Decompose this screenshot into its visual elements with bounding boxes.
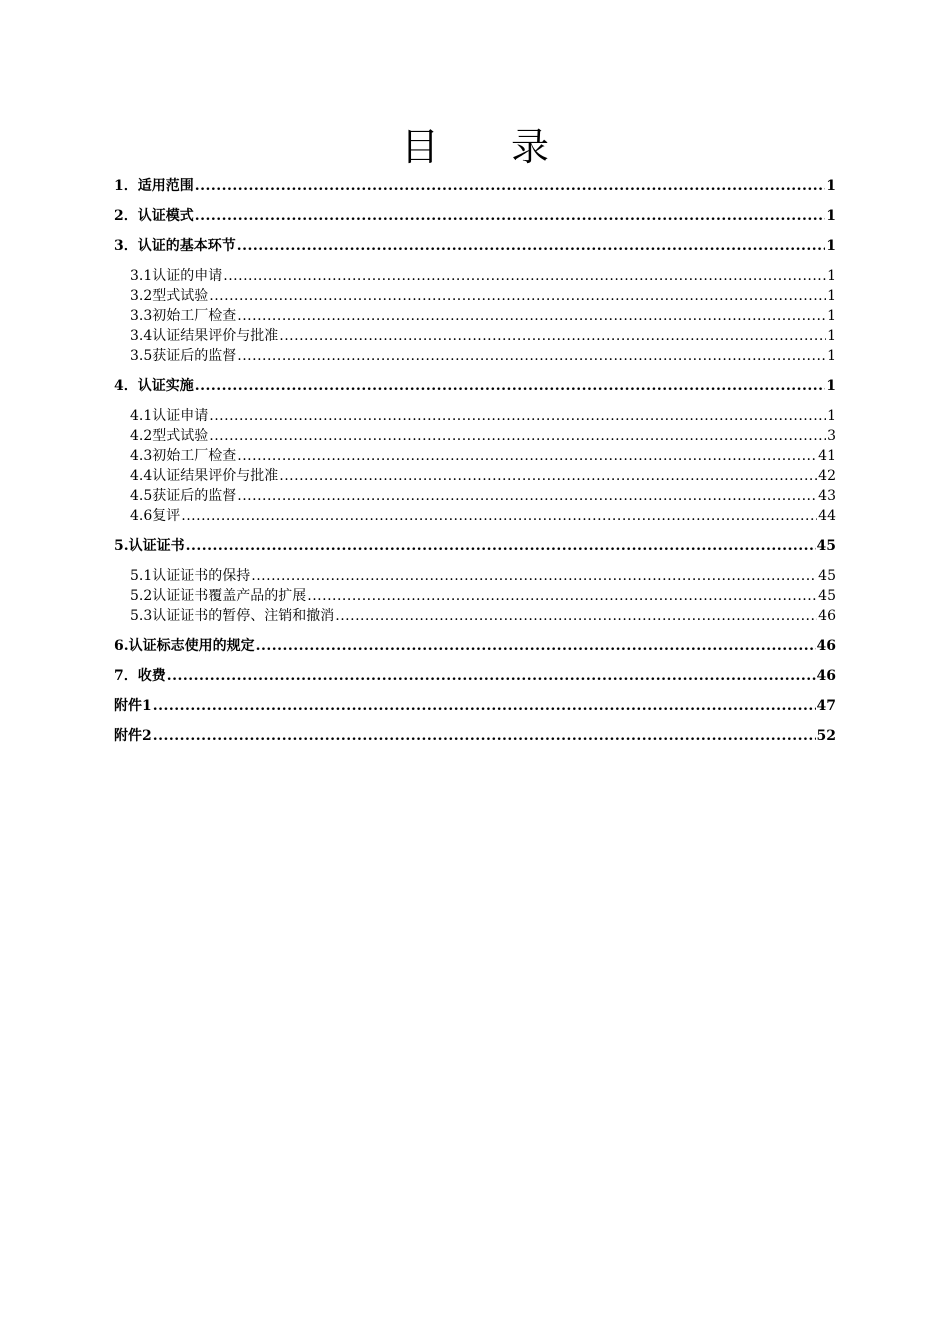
toc-subsection-entry[interactable] (114, 466, 836, 486)
toc-dot-leader (223, 266, 826, 286)
toc-section-entry[interactable] (114, 726, 836, 746)
toc-dot-leader (237, 236, 826, 256)
toc-subsection-entry[interactable] (114, 506, 836, 526)
toc-dot-leader (153, 726, 816, 746)
toc-page-number: 45 (816, 538, 836, 554)
toc-entry-label: 3.4认证结果评价与批准 (130, 328, 279, 344)
toc-dot-leader (307, 586, 817, 606)
page-title (0, 122, 950, 172)
toc-subsection-entry[interactable] (114, 406, 836, 426)
toc-entry-label: 5.1认证证书的保持 (130, 568, 251, 584)
toc-dot-leader (209, 426, 826, 446)
toc-subsection-entry[interactable] (114, 606, 836, 626)
toc-subsection-entry[interactable] (114, 426, 836, 446)
toc-subsection-entry[interactable] (114, 446, 836, 466)
toc-page-number: 46 (818, 608, 836, 624)
toc-section-entry[interactable] (114, 176, 836, 196)
toc-entry-label: 1．适用范围 (114, 178, 194, 194)
table-of-contents (114, 176, 836, 746)
toc-entry-label: 3.1认证的申请 (130, 268, 223, 284)
toc-subsection-entry[interactable] (114, 486, 836, 506)
toc-entry-label: 4．认证实施 (114, 378, 194, 394)
toc-dot-leader (335, 606, 817, 626)
toc-dot-leader (195, 206, 826, 226)
toc-page-number: 41 (818, 448, 836, 464)
toc-section-entry[interactable] (114, 206, 836, 226)
toc-dot-leader (237, 306, 826, 326)
toc-section-entry[interactable] (114, 636, 836, 656)
toc-page-number: 1 (827, 328, 836, 344)
toc-section-entry[interactable] (114, 236, 836, 256)
toc-dot-leader (279, 326, 826, 346)
toc-page-number: 1 (827, 408, 836, 424)
toc-dot-leader (153, 696, 816, 716)
toc-page-number: 42 (818, 468, 836, 484)
toc-section-entry[interactable] (114, 666, 836, 686)
toc-entry-label: 3.5获证后的监督 (130, 348, 237, 364)
toc-subsection-entry[interactable] (114, 566, 836, 586)
toc-entry-label: 5.认证证书 (114, 538, 185, 554)
toc-section-entry[interactable] (114, 536, 836, 556)
toc-entry-label: 4.5获证后的监督 (130, 488, 237, 504)
toc-entry-label: 3.3初始工厂检查 (130, 308, 237, 324)
toc-page-number: 45 (818, 588, 836, 604)
toc-dot-leader (237, 446, 817, 466)
toc-page-number: 1 (827, 348, 836, 364)
toc-dot-leader (237, 346, 826, 366)
toc-page-number: 47 (816, 698, 836, 714)
toc-dot-leader (186, 536, 816, 556)
toc-dot-leader (209, 286, 826, 306)
toc-entry-label: 附件2 (114, 728, 152, 744)
toc-entry-label: 3．认证的基本环节 (114, 238, 236, 254)
toc-entry-label: 4.1认证申请 (130, 408, 209, 424)
toc-entry-label: 4.6复评 (130, 508, 181, 524)
toc-entry-label: 4.3初始工厂检查 (130, 448, 237, 464)
toc-subsection-entry[interactable] (114, 326, 836, 346)
toc-page-number: 43 (818, 488, 836, 504)
toc-page-number: 44 (818, 508, 836, 524)
page-title-char-1: 目 (400, 125, 439, 169)
toc-page-number: 46 (816, 668, 836, 684)
toc-dot-leader (181, 506, 817, 526)
toc-page-number: 3 (827, 428, 836, 444)
toc-page-number: 1 (827, 308, 836, 324)
toc-dot-leader (195, 376, 826, 396)
toc-entry-label: 6.认证标志使用的规定 (114, 638, 255, 654)
toc-page-number: 1 (826, 178, 836, 194)
page-title-char-2: 录 (511, 125, 550, 169)
toc-page-number: 1 (826, 378, 836, 394)
toc-entry-label: 2．认证模式 (114, 208, 194, 224)
toc-dot-leader (167, 666, 816, 686)
toc-entry-label: 7．收费 (114, 668, 166, 684)
toc-page-number: 46 (816, 638, 836, 654)
toc-dot-leader (237, 486, 817, 506)
toc-page-number: 1 (826, 238, 836, 254)
toc-section-entry[interactable] (114, 376, 836, 396)
toc-entry-label: 附件1 (114, 698, 152, 714)
toc-entry-label: 4.4认证结果评价与批准 (130, 468, 279, 484)
toc-page-number: 1 (827, 268, 836, 284)
toc-page-number: 1 (826, 208, 836, 224)
toc-entry-label: 5.2认证证书覆盖产品的扩展 (130, 588, 307, 604)
toc-subsection-entry[interactable] (114, 346, 836, 366)
toc-dot-leader (251, 566, 817, 586)
toc-entry-label: 5.3认证证书的暂停、注销和撤消 (130, 608, 335, 624)
toc-subsection-entry[interactable] (114, 286, 836, 306)
toc-page-number: 1 (827, 288, 836, 304)
toc-subsection-entry[interactable] (114, 266, 836, 286)
toc-entry-label: 3.2型式试验 (130, 288, 209, 304)
toc-dot-leader (195, 176, 826, 196)
toc-subsection-entry[interactable] (114, 586, 836, 606)
toc-dot-leader (256, 636, 816, 656)
toc-dot-leader (209, 406, 826, 426)
toc-page-number: 45 (818, 568, 836, 584)
toc-entry-label: 4.2型式试验 (130, 428, 209, 444)
toc-subsection-entry[interactable] (114, 306, 836, 326)
toc-dot-leader (279, 466, 817, 486)
toc-page-number: 52 (816, 728, 836, 744)
toc-section-entry[interactable] (114, 696, 836, 716)
